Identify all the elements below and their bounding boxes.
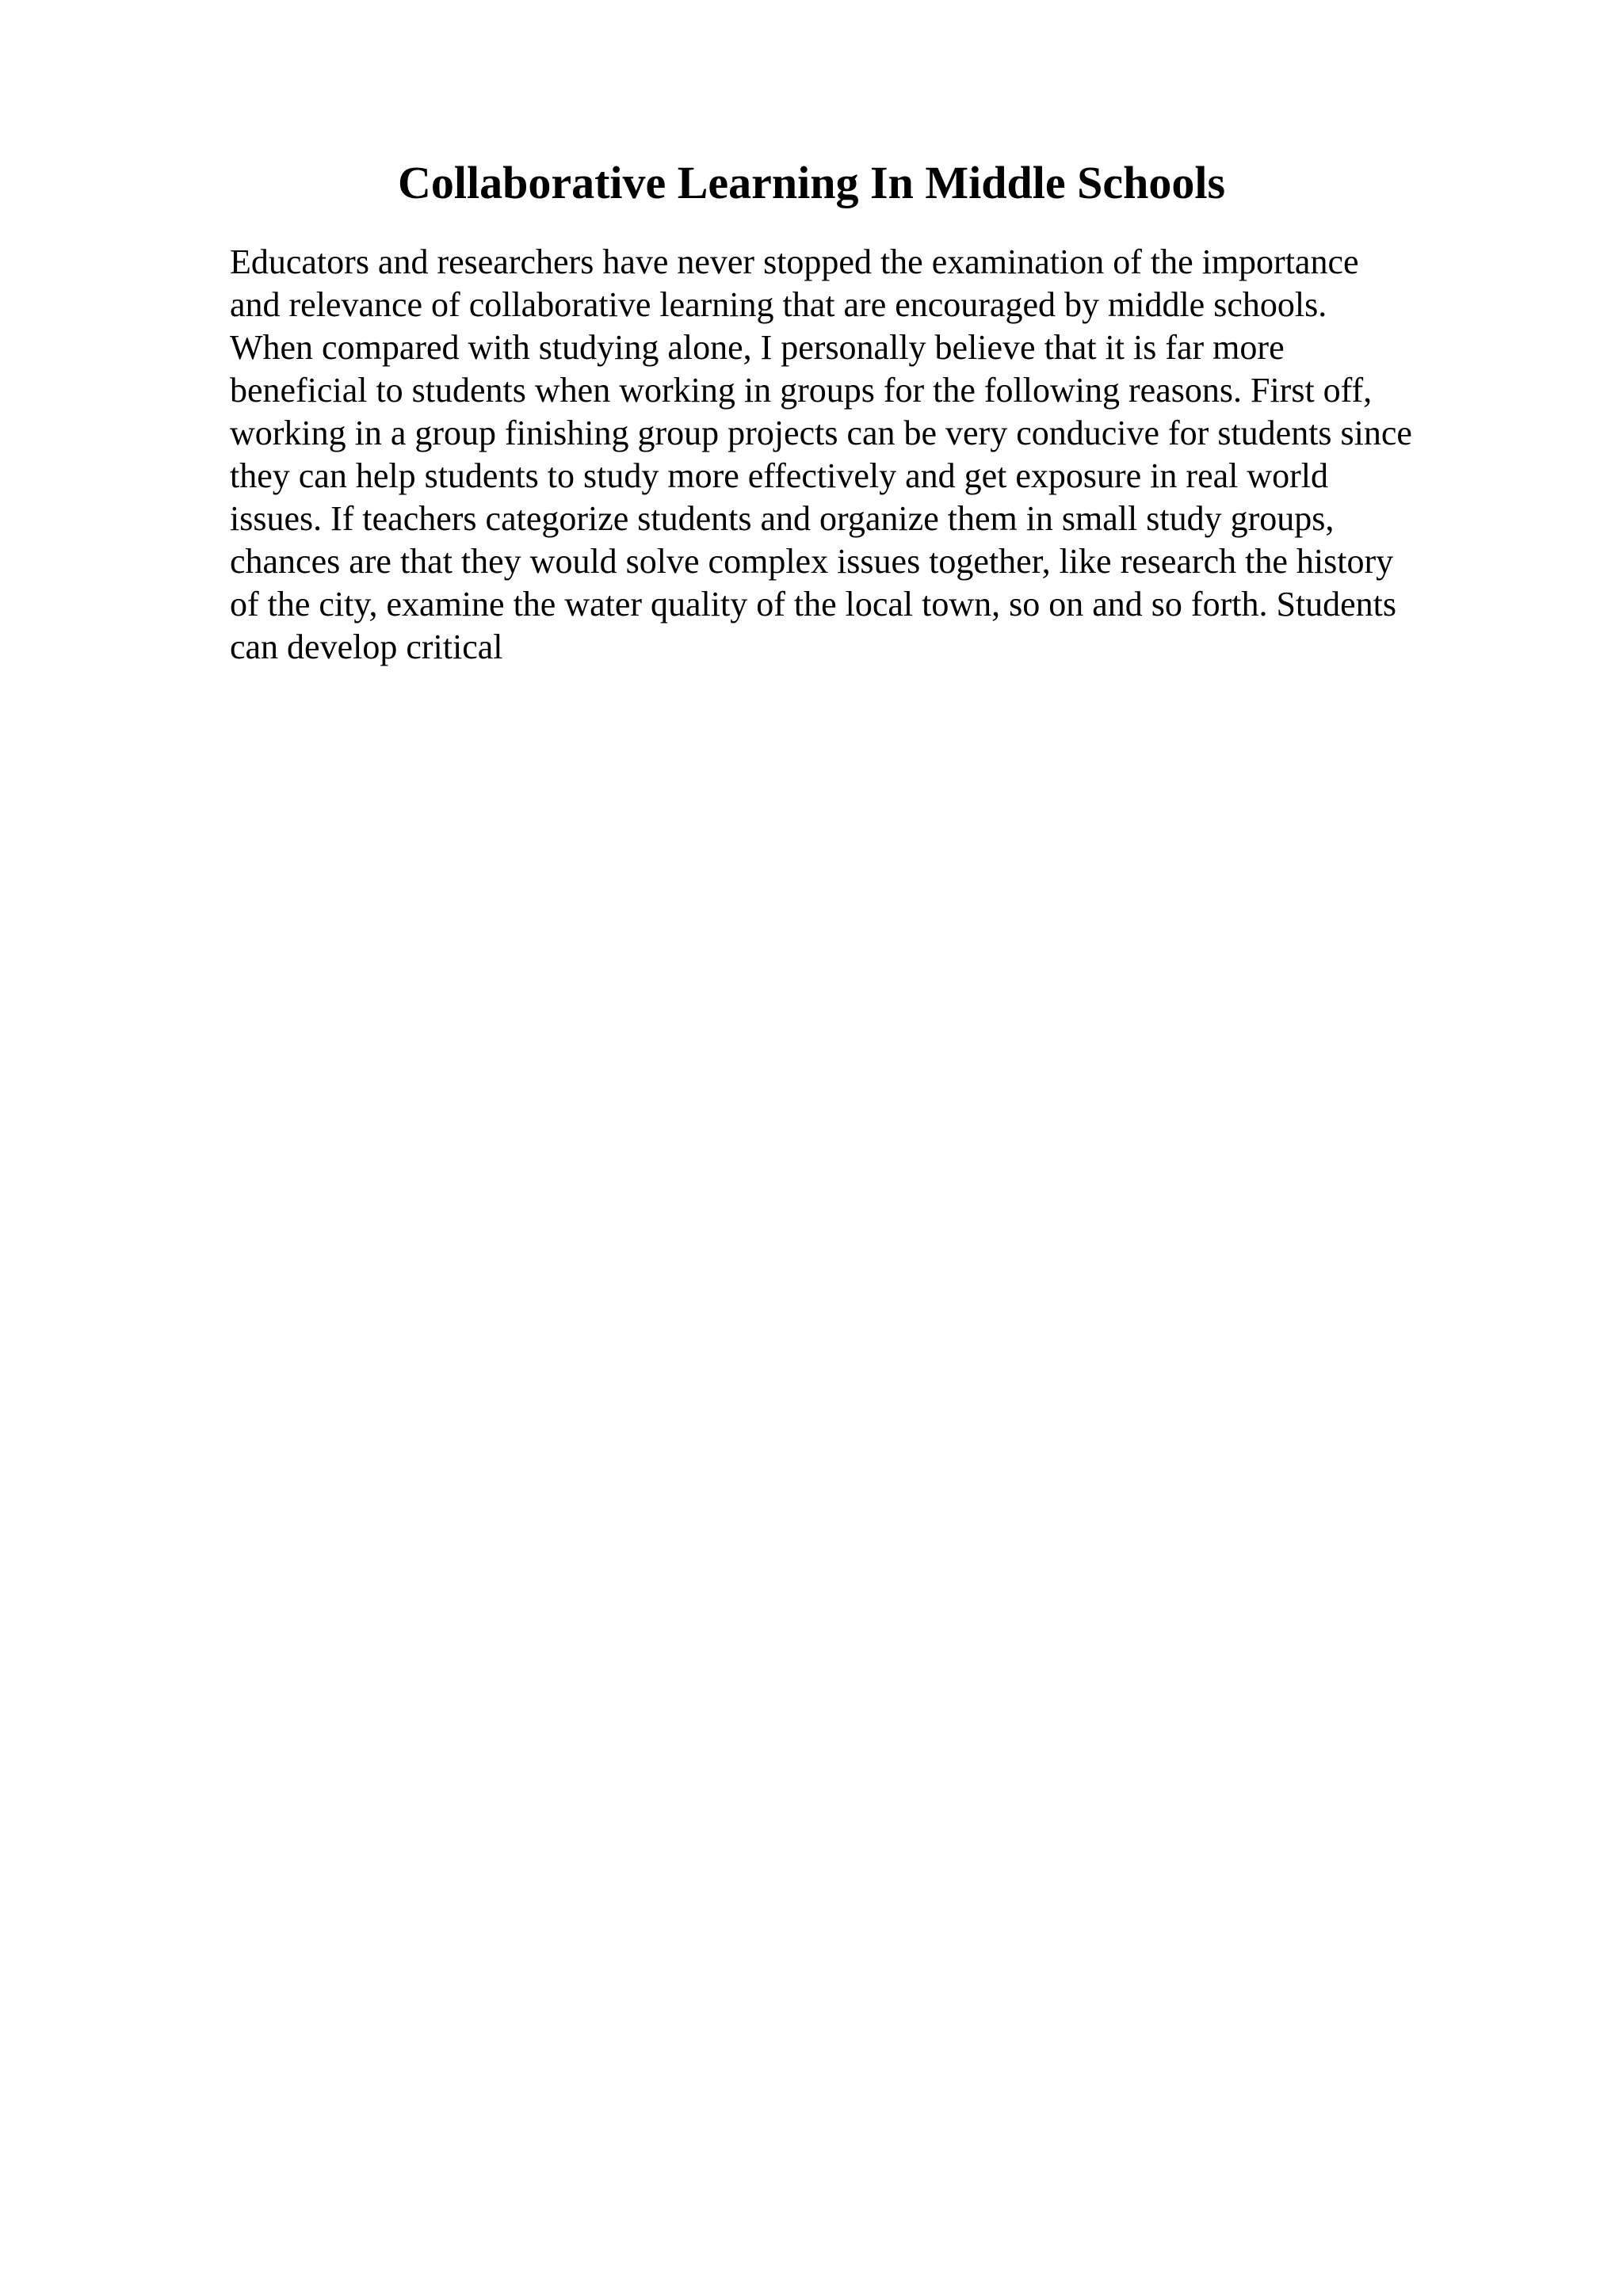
paragraph-line: of the city, examine the water quality of the local town, so on and so forth. Students <box>230 585 1397 624</box>
paragraph-line: When compared with studying alone, I personally believe that it is far more <box>230 328 1285 367</box>
paragraph-line: can develop critical <box>230 627 503 666</box>
paragraph-line: working in a group finishing group projects can be very conducive for students since <box>230 414 1412 452</box>
paragraph-line: chances are that they would solve complex issues together, like research the history <box>230 542 1394 581</box>
paragraph-line: issues. If teachers categorize students and organize them in small study groups, <box>230 499 1335 538</box>
paragraph-line: Educators and researchers have never stopped the examination of the importance <box>230 242 1359 281</box>
paragraph-line: and relevance of collaborative learning that are encouraged by middle schools. <box>230 285 1327 324</box>
paragraph-line: beneficial to students when working in groups for the following reasons. First off, <box>230 371 1373 410</box>
document-title: Collaborative Learning In Middle Schools <box>397 157 1226 208</box>
body-paragraph <box>230 241 1529 669</box>
paragraph-line: they can help students to study more effectively and get exposure in real world <box>230 456 1328 495</box>
